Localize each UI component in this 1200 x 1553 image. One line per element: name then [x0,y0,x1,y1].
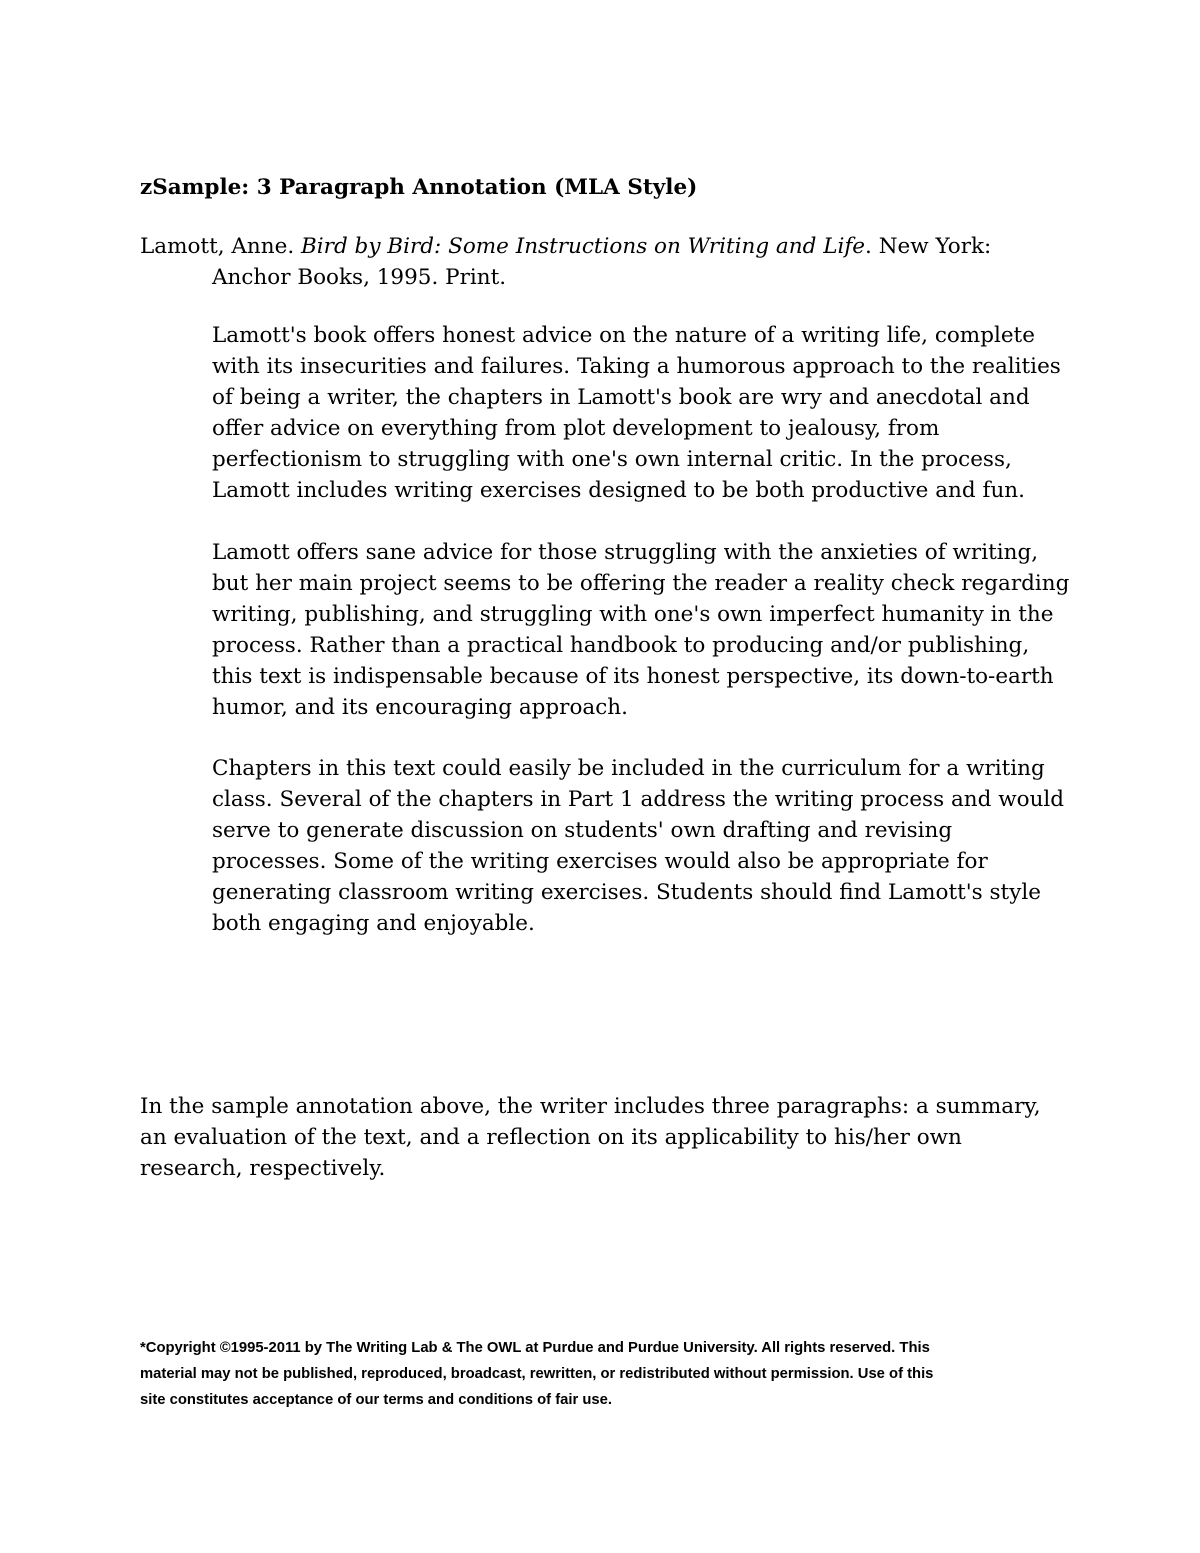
copyright-notice [140,1335,1070,1413]
text-line: research, respectively. [140,1156,386,1181]
page-title: zSample: 3 Paragraph Annotation (MLA Style) [140,175,698,200]
text-line: Lamott offers sane advice for those struggling with the anxieties of writing, [212,540,1039,565]
text-line: serve to generate discussion on students' own drafting and revising [212,818,953,843]
annotation-paragraph-summary [212,320,1092,506]
annotation-paragraph-reflection [212,753,1092,939]
text-line: site constitutes acceptance of our terms and conditions of fair use. [140,1392,612,1408]
text-line: generating classroom writing exercises. Students should find Lamott's style [212,880,1041,905]
text-line: *Copyright ©1995-2011 by The Writing Lab & The OWL at Purdue and Purdue University. All rights reserved. This [140,1340,930,1356]
text-line: material may not be published, reproduced, broadcast, rewritten, or redistributed without permission. Use of this [140,1366,934,1382]
citation-book-title: Bird by Bird: Some Instructions on Writing and Life [301,234,866,259]
text-line: both engaging and enjoyable. [212,911,535,936]
text-line: humor, and its encouraging approach. [212,695,628,720]
text-line: of being a writer, the chapters in Lamott's book are wry and anecdotal and [212,385,1030,410]
text-line: perfectionism to struggling with one's own internal critic. In the process, [212,447,1012,472]
text-line: an evaluation of the text, and a reflection on its applicability to his/her own [140,1125,962,1150]
text-line: process. Rather than a practical handbook to producing and/or publishing, [212,633,1030,658]
citation-author: Lamott, Anne. [140,234,301,259]
annotation-paragraph-evaluation [212,537,1092,723]
text-line: this text is indispensable because of its honest perspective, its down-to-earth [212,664,1054,689]
text-line: processes. Some of the writing exercises would also be appropriate for [212,849,988,874]
mla-citation [140,231,1070,293]
text-line: class. Several of the chapters in Part 1 address the writing process and would [212,787,1065,812]
text-line: writing, publishing, and struggling with one's own imperfect humanity in the [212,602,1054,627]
text-line: Lamott's book offers honest advice on the nature of a writing life, complete [212,323,1035,348]
text-line: Lamott includes writing exercises designed to be both productive and fun. [212,478,1025,503]
citation-publisher: . New York: [865,234,992,259]
explanation-note [140,1091,1070,1184]
text-line: In the sample annotation above, the writer includes three paragraphs: a summary, [140,1094,1041,1119]
text-line: offer advice on everything from plot development to jealousy, from [212,416,940,441]
text-line: with its insecurities and failures. Taking a humorous approach to the realities [212,354,1061,379]
text-line: but her main project seems to be offering the reader a reality check regarding [212,571,1070,596]
citation-publication-info: Anchor Books, 1995. Print. [212,265,507,290]
text-line: Chapters in this text could easily be included in the curriculum for a writing [212,756,1045,781]
